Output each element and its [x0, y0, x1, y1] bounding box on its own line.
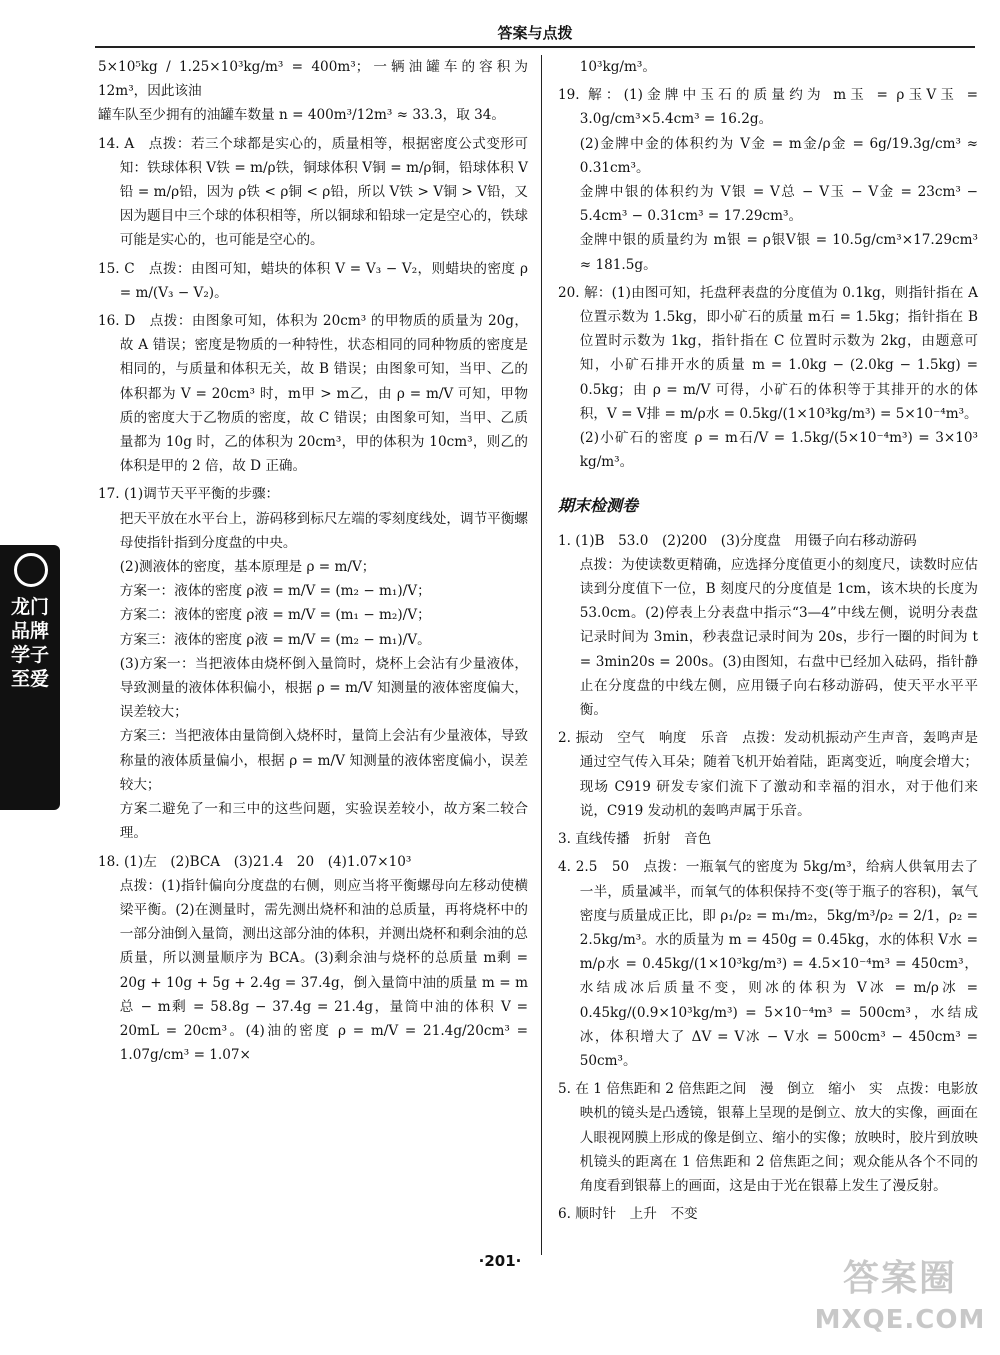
answer-16: 16. D 点拨：由图象可知，体积为 20cm³ 的甲物质的质量为 20g，故 A 错误；密度是物质的一种特性，状态相同的同种物质的密度是相同的，与质量和体积无关，故 B 错误；由图象可知，当甲、乙的体积都为 V = 20cm³ 时，m甲 > m乙，由 ρ = m/V 可知，甲物质的密度大于乙物质的密度，故 C 错误；由图象可知，当甲、乙质量都为 10g 时，乙的体积为 20cm³，甲的体积为 10cm³，则乙的体积是甲的 2 倍，故 D 正确。 — [98, 313, 528, 475]
exam-answer-3: 3. 直线传播 折射 音色 — [558, 831, 712, 848]
answer-20-2: (2)小矿石的密度 ρ = m石/V = 1.5kg/(5×10⁻⁴m³) = 3×10³ kg/m³。 — [579, 430, 978, 471]
watermark-url: MXQE.COM — [814, 1305, 986, 1335]
watermark-text: 答案圈 — [842, 1258, 957, 1299]
exam-answer-4: 4. 2.5 50 点拨：一瓶氧气的密度为 5kg/m³，给病人供氧用去了一半，质量减半，而氧气的体积保持不变(等于瓶子的容积)，氧气密度与质量成正比，即 ρ₁/ρ₂ = m₁/m₂，5kg/m³/ρ₂ = 2/1，ρ₂ = 2.5kg/m³。水的质量为 m = 450g = 0.45kg，水的体积 V水 = m/ρ水 = 0.45kg/(1×10³kg/m³) = 4.5×10⁻⁴m³ = 450cm³，水结成冰后质量不变，则冰的体积为 V冰 = m/ρ冰 = 0.45kg/(0.9×10³kg/m³) = 5×10⁻⁴m³ = 500cm³，水结成冰，体积增大了 ΔV = V冰 − V水 = 500cm³ − 450cm³ = 50cm³。 — [558, 859, 978, 1069]
answer-17-analysis-1: (3)方案一：当把液体由烧杯倒入量筒时，烧杯上会沾有少量液体，导致测量的液体体积偏小，根据 ρ = m/V 知测量的液体密度偏大，误差较大； — [119, 655, 528, 721]
exam-answer-6: 6. 顺时针 上升 不变 — [558, 1206, 698, 1223]
answer-18: 18. (1)左 (2)BCA (3)21.4 20 (4)1.07×10³ — [98, 853, 412, 870]
answer-17-plan-1: 方案一：液体的密度 ρ液 = m/V = (m₂ − m₁)/V； — [119, 583, 431, 600]
brand-slogan: 龙门品牌 学子至爱 — [10, 596, 49, 690]
answer-13-cont-1: 5×10⁵kg / 1.25×10³kg/m³ = 400m³；一辆油罐车的容积为 12m³，因此该油 — [98, 59, 528, 100]
exam-answer-1: 1. (1)B 53.0 (2)200 (3)分度盘 用镊子向右移动游码 — [558, 532, 917, 549]
section-title-final-exam: 期末检测卷 — [558, 496, 639, 516]
answer-18-tip: 点拨：(1)指针偏向分度盘的右侧，则应当将平衡螺母向左移动使横梁平衡。(2)在测量时，需先测出烧杯和油的总质量，再将烧杯中的一部分油倒入量筒，测出这部分油的体积，并测出烧杯和剩余油的总质量，所以测量顺序为 BCA。(3)剩余油与烧杯的总质量 m剩 = 20g + 10g + 5g + 2.4g = 37.4g，倒入量筒中油的质量 m = m总 − m剩 = 58.8g − 37.4g = 21.4g，量筒中油的体积 V = 20mL = 20cm³。(4)油的密度 ρ = m/V = 21.4g/20cm³ = 1.07g/cm³ = 1.07× — [119, 877, 528, 1064]
brand-ring-icon — [14, 553, 48, 587]
exam-answer-1-tip: 点拨：为使读数更精确，应选择分度值更小的刻度尺，读数时应估读到分度值下一位，B 刻度尺的分度值是 1cm，该木块的长度为 53.0cm。(2)停表上分表盘中指示“3—4”中线左侧，说明分表盘记录时间为 3min，秒表盘记录时间为 20s，步行一圈的时间为 t = 3min20s = 200s。(3)由图知，右盘中已经加入砝码，指针静止在分度盘的中线左侧，应用镊子向右移动游码，使天平水平平衡。 — [579, 556, 978, 719]
answer-17-conclusion: 方案二避免了一和三中的这些问题，实验误差较小，故方案二较合理。 — [119, 801, 528, 842]
left-column — [98, 55, 528, 1067]
answer-14: 14. A 点拨：若三个球都是实心的，质量相等，根据密度公式变形可知：铁球体积 V铁 = m/ρ铁，铜球体积 V铜 = m/ρ铜，铅球体积 V铅 = m/ρ铅，因为 ρ铁 < ρ铜 < ρ铅，所以 V铁 > V铜 > V铅，又因为题目中三个球的体积相等，所以铜球和铅球一定是空心的，铁球可能是实心的，也可能是空心的。 — [98, 135, 528, 249]
answer-17-plan-2: 方案二：液体的密度 ρ液 = m/V = (m₁ − m₂)/V； — [119, 607, 431, 624]
answer-19-1: 19. 解：(1)金牌中玉石的质量约为 m玉 = ρ玉V玉 = 3.0g/cm³×5.4cm³ = 16.2g。 — [558, 87, 978, 128]
answer-17-analysis-3: 方案三：当把液体由量筒倒入烧杯时，量筒上会沾有少量液体，导致称量的液体质量偏小，根据 ρ = m/V 知测量的液体密度偏小，误差较大； — [119, 728, 528, 793]
answer-17-balance: 把天平放在水平台上，游码移到标尺左端的零刻度线处，调节平衡螺母使指针指到分度盘的中央。 — [119, 510, 528, 551]
answer-17-step: 17. (1)调节天平平衡的步骤： — [98, 486, 280, 503]
answer-19-2: (2)金牌中金的体积约为 V金 = m金/ρ金 = 6g/19.3g/cm³ ≈ 0.31cm³。 — [579, 135, 978, 176]
column-divider — [541, 55, 542, 1255]
right-column — [558, 55, 978, 1226]
answer-17-plan-3: 方案三：液体的密度 ρ液 = m/V = (m₂ − m₁)/V。 — [119, 631, 431, 648]
page-header: 答案与点拨 — [497, 24, 573, 42]
exam-answer-2: 2. 振动 空气 响度 乐音 点拨：发动机振动产生声音，轰鸣声是通过空气传入耳朵；随着飞机开始着陆，距离变近，响度会增大；现场 C919 研发专家们流下了激动和幸福的泪水，对于他们来说，C919 发动机的轰鸣声属于乐音。 — [558, 730, 978, 819]
exam-answer-5: 5. 在 1 倍焦距和 2 倍焦距之间 漫 倒立 缩小 实 点拨：电影放映机的镜头是凸透镜，银幕上呈现的是倒立、放大的实像，画面在人眼视网膜上形成的像是倒立、缩小的实像；放映时，胶片到放映机镜头的距离在 1 倍焦距和 2 倍焦距之间；观众能从各个不同的角度看到银幕上的画面，这是由于光在银幕上发生了漫反射。 — [558, 1081, 978, 1194]
answer-18-cont: 10³kg/m³。 — [579, 59, 656, 75]
answer-15: 15. C 点拨：由图可知，蜡块的体积 V = V₃ − V₂，则蜡块的密度 ρ = m/(V₃ − V₂)。 — [98, 260, 528, 301]
answer-17-principle: (2)测液体的密度，基本原理是 ρ = m/V； — [119, 559, 376, 576]
answer-19-silver-volume: 金牌中银的体积约为 V银 = V总 − V玉 − V金 = 23cm³ − 5.4cm³ − 0.31cm³ = 17.29cm³。 — [579, 184, 978, 225]
answer-19-silver-mass: 金牌中银的质量约为 m银 = ρ银V银 = 10.5g/cm³×17.29cm³ ≈ 181.5g。 — [579, 232, 978, 273]
answer-20-1: 20. 解：(1)由图可知，托盘秤表盘的分度值为 0.1kg，则指针指在 A 位置示数为 1.5kg，即小矿石的质量 m石 = 1.5kg；指针指在 B 位置时示数为 1kg，指针指在 C 位置时示数为 2kg，由题意可知，小矿石排开水的质量 m = 1.0kg − (2.0kg − 1.5kg) = 0.5kg；由 ρ = m/V 可得，小矿石的体积等于其排开的水的体积，V = V排 = m/ρ水 = 0.5kg/(1×10³kg/m³) = 5×10⁻⁴m³。 — [558, 284, 978, 422]
page-number: ·201· — [478, 1252, 522, 1270]
header-rule — [95, 46, 975, 48]
answer-13-cont-2: 罐车队至少拥有的油罐车数量 n = 400m³/12m³ ≈ 33.3，取 34。 — [98, 107, 506, 124]
brand-sidebar — [0, 545, 60, 810]
watermark-logo — [810, 1255, 990, 1350]
